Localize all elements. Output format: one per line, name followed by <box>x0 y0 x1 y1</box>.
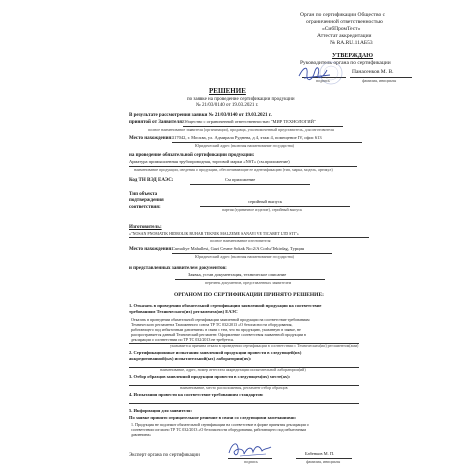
authority-line-2: ограниченной ответственностью <box>306 19 383 25</box>
expert-name: Бабенков М. П. <box>305 451 335 456</box>
item-1-text-line: работающего под избыточным давлением» в связи с тем, что на продукцию, указанную в заявке, не <box>131 327 301 332</box>
decision-title: РЕШЕНИЕ <box>209 87 246 95</box>
approval-sig-caption: подпись <box>316 78 330 83</box>
stamp-icon <box>318 60 344 86</box>
docs-value: Заявка, устав документация, техническое описание <box>188 272 287 277</box>
authority-line-1: Орган по сертификации Общество с <box>300 12 386 18</box>
item-5-text-line: 1. Продукция не подлежит обязательной сертификации на соответствие в форме принятия декларации о <box>131 422 309 427</box>
item-1-text-line: Отказать в проведении обязательной сертификации заявленной продукции на соответствие требованиям <box>131 317 310 322</box>
object-label: Тип объекта подтверждения соответствия: <box>129 192 164 210</box>
item-3-title: 3. Отбор образцов заявленной продукции провести в следующем(их) месте(ах): <box>129 374 291 379</box>
expert-sig-caption: подпись <box>244 459 258 464</box>
approval-name-caption: фамилия, инициалы <box>362 78 397 83</box>
tn-value: См приложение <box>225 177 256 182</box>
product-intro: на проведение обязательной сертификации продукции: <box>129 153 255 158</box>
item-2-sub: аккредитованной(ых) испытательной(ых) лаборатории(ях): <box>129 356 252 361</box>
docs-label: и представленных заявителем документов: <box>129 266 227 271</box>
approval-title: УТВЕРЖДАЮ <box>332 53 374 59</box>
item-1-title: 1. Отказать в проведении обязательной сертификации заявленной продукции на соответствие <box>129 303 322 308</box>
applicant-caption: полное наименование заявителя (организации), продавца, уполномоченный представитель, для изготовителя <box>148 127 334 132</box>
manufacturer-caption: полное наименование изготовителя <box>210 238 271 243</box>
manufacturer-value: «"NOSAN PNOMATIK HIDROLIK BUHAR TEKNIK MALZEME SANAYI VE TICARET LTD STI"» <box>129 231 299 236</box>
decision-heading: ОРГАНОМ ПО СЕРТИФИКАЦИИ ПРИНЯТО РЕШЕНИЕ: <box>174 292 324 298</box>
item-1-sub: требованиям Технического(их) регламента(ов) ЕАЭС <box>129 309 238 314</box>
product-caption: наименование продукции, сведения о продукции, обеспечивающие ее идентификацию (тип, марка, модель, артикул) <box>134 167 333 172</box>
approval-signer: Панасенков М. В. <box>352 69 394 75</box>
tn-underline <box>190 184 310 185</box>
expert-signature-icon <box>226 438 274 460</box>
item-2-title: 2. Сертификационные испытания заявленной продукции провести в следующей(их) <box>129 350 302 355</box>
expert-name-caption: фамилия, инициалы <box>306 459 341 464</box>
docs-caption: перечень документов, представленных заявителем <box>205 280 292 285</box>
authority-line-3: «СибПромТест» <box>322 26 361 32</box>
item-5-text-line: давлением» <box>131 432 152 437</box>
item-5-title: 5. Информация для заявителя: <box>129 408 192 413</box>
item-5-text-line: соответствии согласно ТР ТС 032/2013 «О безопасности оборудования, работающего под избыточным <box>131 427 306 432</box>
applicant-value: Общество с ограниченной ответственностью "МИР ТЕХНОЛОГИЙ" <box>183 119 316 124</box>
item-3-caption: наименование, место расположения, регламент отбор образцов <box>180 385 288 390</box>
product-value: Арматура промышленная трубопроводная, торговой марки «NST» (см.приложение) <box>129 159 290 164</box>
mfr-location-label: Место нахождения: <box>129 247 173 252</box>
authority-line-5: № RA.RU.11АБ53 <box>330 40 373 46</box>
object-caption: партия (единичное изделие), серийный выпуск <box>222 207 303 212</box>
item-4-underline <box>129 403 359 404</box>
approval-role: Руководитель органа по сертификации <box>300 60 391 66</box>
item-4-title: 4. Испытания провести на соответствие требованиям стандартов: <box>129 392 264 397</box>
expert-label: Эксперт органа по сертификации <box>129 453 200 458</box>
object-value: серийный выпуск <box>248 199 283 204</box>
item-2-caption: наименование, адрес, номер аттестата аккредитации испытательной лаборатории(ий) <box>160 367 306 372</box>
mfr-location-value: Cumaliye Mahallesi, Gazi Cesme Sokak No:2/A Corlu/Tekirdag, Турция <box>172 246 304 251</box>
item-1-text-line: распространяется данный Технический регламент. Оформление соответствия заявленной продукции в <box>131 332 306 337</box>
review-line: В результате рассмотрения заявки № 21/03/0140 от 19.03.2021 г. <box>129 113 272 118</box>
location-caption: Юридический адрес (включая наименование государства) <box>195 143 294 148</box>
applicant-prefix: принятой от Заявителя: <box>129 120 184 125</box>
decision-subtitle: по заявке на проведение сертификации продукции <box>187 97 295 102</box>
location-value: 117042, г. Москва, ул. Адмирала Руднева, д 4, этаж 4, помещение IV, офис 613 <box>172 135 322 140</box>
decision-number: № 21/03/0140 от 19.03.2021 г. <box>196 103 259 108</box>
item-1-caption: указывается причина отказа в проведении сертификации в соответствии с Техническим(ии) регламентом(ами) <box>170 343 359 348</box>
item-1-text-line: Технического регламента Таможенного союза ТР ТС 032/2013 «О безопасности оборудования, <box>131 322 293 327</box>
manufacturer-label: Изготовитель: <box>129 225 162 230</box>
mfr-location-caption: Юридический адрес (включая наименование государства) <box>195 254 294 259</box>
authority-line-4: Аттестат аккредитации <box>317 33 372 39</box>
item-1-text-line: декларации о соответствии по ТР ТС 032/2013 не требуется. <box>131 337 234 342</box>
tn-label: Код ТН ВЭД ЕАЭС: <box>129 178 174 183</box>
item-5-sub: По заявке принято отрицательное решение в связи со следующими замечаниями: <box>129 415 297 420</box>
location-label: Место нахождения: <box>129 136 173 141</box>
